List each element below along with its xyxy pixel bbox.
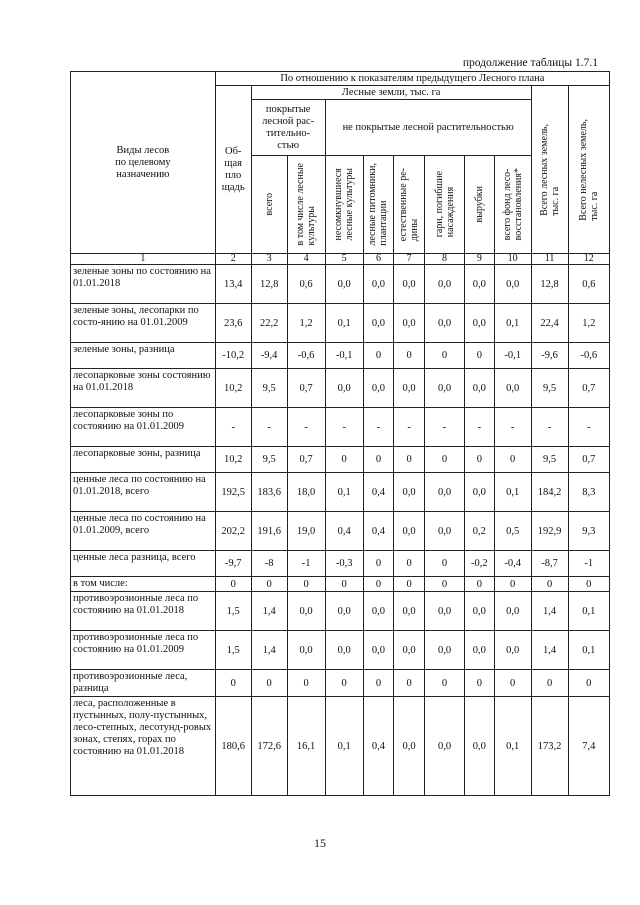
cell-value: - [465, 408, 495, 447]
table-row [71, 512, 610, 551]
cell-value: 9,5 [251, 369, 287, 408]
cell-value: 7,4 [568, 697, 609, 796]
cell-value: 0 [531, 577, 568, 592]
cell-value: 0,0 [394, 265, 425, 304]
cell-value: - [494, 408, 531, 447]
cell-value: 0,0 [287, 631, 325, 670]
cell-value: 0,2 [465, 512, 495, 551]
cell-value: 0,0 [325, 592, 363, 631]
cell-value: 9,3 [568, 512, 609, 551]
column-number: 2 [215, 254, 251, 265]
table-row [71, 592, 610, 631]
cell-value: 13,4 [215, 265, 251, 304]
cell-value: 10,2 [215, 447, 251, 473]
cell-value: -9,4 [251, 343, 287, 369]
cell-value: 22,4 [531, 304, 568, 343]
table-row [71, 577, 610, 592]
cell-value: -8,7 [531, 551, 568, 577]
cell-value: 0,0 [325, 631, 363, 670]
cell-value: 0,4 [363, 473, 394, 512]
header-col-cuttings: вырубки [465, 156, 495, 254]
cell-value: 0,0 [465, 592, 495, 631]
header-col-nurseries: лесные питомники, плантации [363, 156, 394, 254]
cell-value: 0 [494, 447, 531, 473]
header-col-total: всего [251, 156, 287, 254]
header-col-nonclosed: несомкнувшиеся лесные культуры [325, 156, 363, 254]
cell-value: - [424, 408, 464, 447]
cell-value: 9,5 [251, 447, 287, 473]
cell-value: 0,0 [363, 304, 394, 343]
table-row [71, 304, 610, 343]
cell-value: - [568, 408, 609, 447]
table-row [71, 265, 610, 304]
cell-value: 0,0 [424, 304, 464, 343]
column-number: 4 [287, 254, 325, 265]
cell-value: -0,2 [465, 551, 495, 577]
cell-value: 0,6 [287, 265, 325, 304]
row-label: зеленые зоны по состоянию на 01.01.2018 [71, 265, 216, 304]
cell-value: 0,0 [394, 304, 425, 343]
row-label: лесопарковые зоны состоянию на 01.01.2018 [71, 369, 216, 408]
cell-value: 0,0 [394, 473, 425, 512]
cell-value: 8,3 [568, 473, 609, 512]
cell-value: 22,2 [251, 304, 287, 343]
cell-value: 0 [424, 343, 464, 369]
cell-value: 192,9 [531, 512, 568, 551]
cell-value: 180,6 [215, 697, 251, 796]
row-label: в том числе: [71, 577, 216, 592]
cell-value: 0 [325, 577, 363, 592]
table-row [71, 697, 610, 796]
cell-value: 0,0 [394, 369, 425, 408]
cell-value: 0,1 [568, 631, 609, 670]
cell-value: 0,0 [465, 369, 495, 408]
cell-value: 0,0 [424, 265, 464, 304]
cell-value: 0 [363, 577, 394, 592]
cell-value: 1,2 [568, 304, 609, 343]
cell-value: - [325, 408, 363, 447]
cell-value: 0,0 [494, 631, 531, 670]
column-number: 7 [394, 254, 425, 265]
cell-value: 0,0 [494, 265, 531, 304]
cell-value: 0,5 [494, 512, 531, 551]
cell-value: 0,0 [363, 592, 394, 631]
cell-value: -1 [568, 551, 609, 577]
cell-value: 0,0 [424, 512, 464, 551]
cell-value: 0,0 [394, 592, 425, 631]
cell-value: 0 [325, 670, 363, 697]
cell-value: 0,6 [568, 265, 609, 304]
table-row [71, 670, 610, 697]
cell-value: 9,5 [531, 369, 568, 408]
header-total-area: Об- щая пло щадь [215, 86, 251, 254]
cell-value: 0 [251, 577, 287, 592]
cell-value: 0 [465, 577, 495, 592]
column-number: 9 [465, 254, 495, 265]
cell-value: 0 [394, 577, 425, 592]
cell-value: 0,0 [465, 473, 495, 512]
cell-value: 12,8 [251, 265, 287, 304]
row-label: ценные леса по состоянию на 01.01.2009, всего [71, 512, 216, 551]
row-label: ценные леса разница, всего [71, 551, 216, 577]
cell-value: 0 [363, 343, 394, 369]
header-col-glades: естественные ре- дины [394, 156, 425, 254]
cell-value: 0,0 [424, 369, 464, 408]
cell-value: 0 [251, 670, 287, 697]
cell-value: -0,4 [494, 551, 531, 577]
cell-value: 0,0 [394, 697, 425, 796]
row-label: ценные леса по состоянию на 01.01.2018, всего [71, 473, 216, 512]
header-col-reforest: всего фонд лесо- восстановления* [494, 156, 531, 254]
cell-value: 16,1 [287, 697, 325, 796]
cell-value: 0,0 [394, 512, 425, 551]
table-body [71, 265, 610, 796]
column-number: 1 [71, 254, 216, 265]
header-forest-lands: Лесные земли, тыс. га [251, 86, 531, 100]
table-row [71, 631, 610, 670]
column-number: 11 [531, 254, 568, 265]
cell-value: 19,0 [287, 512, 325, 551]
cell-value: 0,1 [325, 473, 363, 512]
cell-value: 0,0 [424, 592, 464, 631]
cell-value: - [287, 408, 325, 447]
cell-value: 0,0 [394, 631, 425, 670]
cell-value: 1,4 [251, 592, 287, 631]
column-number: 8 [424, 254, 464, 265]
cell-value: 0,0 [424, 631, 464, 670]
table-row [71, 343, 610, 369]
column-number: 6 [363, 254, 394, 265]
cell-value: 0 [568, 670, 609, 697]
row-label: противоэрозионные леса, разница [71, 670, 216, 697]
cell-value: -0,6 [287, 343, 325, 369]
cell-value: 0 [325, 447, 363, 473]
cell-value: 1,4 [531, 592, 568, 631]
table-caption: продолжение таблицы 1.7.1 [462, 57, 598, 69]
cell-value: - [251, 408, 287, 447]
row-label: противоэрозионные леса по состоянию на 01.01.2009 [71, 631, 216, 670]
cell-value: 1,4 [251, 631, 287, 670]
column-number: 5 [325, 254, 363, 265]
cell-value: -0,1 [494, 343, 531, 369]
cell-value: 0,0 [465, 265, 495, 304]
cell-value: 0 [424, 670, 464, 697]
cell-value: 0,1 [494, 304, 531, 343]
cell-value: 0 [363, 447, 394, 473]
row-label: зеленые зоны, лесопарки по состо-янию на 01.01.2009 [71, 304, 216, 343]
header-covered: покрытые лесной рас- тительно- стью [251, 100, 325, 156]
row-label: леса, расположенные в пустынных, полу-пустынных, лесо-степных, лесотунд-ровых зонах, степях, горах по состоянию на 01.01.2018 [71, 697, 216, 796]
column-number: 10 [494, 254, 531, 265]
cell-value: 0 [394, 551, 425, 577]
cell-value: 202,2 [215, 512, 251, 551]
cell-value: 0 [394, 447, 425, 473]
forest-table [70, 71, 610, 796]
cell-value: 0,0 [465, 631, 495, 670]
page-number: 15 [314, 836, 326, 850]
cell-value: 0 [215, 577, 251, 592]
cell-value: -0,1 [325, 343, 363, 369]
cell-value: -0,6 [568, 343, 609, 369]
header-not-covered: не покрытые лесной растительностью [325, 100, 531, 156]
row-label: зеленые зоны, разница [71, 343, 216, 369]
cell-value: 0,7 [287, 369, 325, 408]
cell-value: 0,0 [424, 473, 464, 512]
cell-value: 0,4 [363, 512, 394, 551]
header-col-cultures: в том числе лесные культуры [287, 156, 325, 254]
cell-value: 0,7 [568, 447, 609, 473]
table-row [71, 473, 610, 512]
cell-value: 1,4 [531, 631, 568, 670]
cell-value: - [394, 408, 425, 447]
cell-value: -1 [287, 551, 325, 577]
cell-value: -0,3 [325, 551, 363, 577]
cell-value: -9,6 [531, 343, 568, 369]
cell-value: 0,0 [287, 592, 325, 631]
cell-value: 0,1 [325, 304, 363, 343]
cell-value: 0,4 [363, 697, 394, 796]
header-forest-type: Виды лесов по целевому назначению [71, 72, 216, 254]
column-number: 3 [251, 254, 287, 265]
cell-value: 0 [424, 551, 464, 577]
cell-value: 0,0 [363, 631, 394, 670]
cell-value: 0,0 [465, 304, 495, 343]
cell-value: 0,7 [287, 447, 325, 473]
cell-value: 191,6 [251, 512, 287, 551]
cell-value: 0 [424, 577, 464, 592]
cell-value: 0,1 [494, 473, 531, 512]
cell-value: 172,6 [251, 697, 287, 796]
cell-value: 1,5 [215, 631, 251, 670]
column-number: 12 [568, 254, 609, 265]
cell-value: -10,2 [215, 343, 251, 369]
header-forest-total: Всего лесных земель, тыс. га [531, 86, 568, 254]
cell-value: 0 [424, 447, 464, 473]
header-col-burnt: гари, погибшие насаждения [424, 156, 464, 254]
cell-value: 0,7 [568, 369, 609, 408]
row-label: лесопарковые зоны по состоянию на 01.01.2009 [71, 408, 216, 447]
cell-value: 0 [465, 670, 495, 697]
table-row [71, 551, 610, 577]
cell-value: 0 [287, 577, 325, 592]
cell-value: - [363, 408, 394, 447]
cell-value: 0 [394, 343, 425, 369]
cell-value: 0 [531, 670, 568, 697]
cell-value: 0 [394, 670, 425, 697]
cell-value: 0 [494, 670, 531, 697]
table-row [71, 369, 610, 408]
cell-value: 0,0 [494, 369, 531, 408]
header-relation: По отношению к показателям предыдущего Лесного плана [215, 72, 609, 86]
cell-value: 0,1 [325, 697, 363, 796]
header-nonforest-total: Всего нелесных земель, тыс. га [568, 86, 609, 254]
cell-value: 0 [465, 447, 495, 473]
cell-value: 184,2 [531, 473, 568, 512]
cell-value: 9,5 [531, 447, 568, 473]
cell-value: 12,8 [531, 265, 568, 304]
cell-value: 183,6 [251, 473, 287, 512]
cell-value: 0 [215, 670, 251, 697]
cell-value: -9,7 [215, 551, 251, 577]
cell-value: 0,0 [325, 369, 363, 408]
table-row [71, 408, 610, 447]
cell-value: 0,0 [363, 265, 394, 304]
cell-value: 0,4 [325, 512, 363, 551]
cell-value: - [531, 408, 568, 447]
cell-value: -8 [251, 551, 287, 577]
cell-value: 0 [494, 577, 531, 592]
cell-value: 173,2 [531, 697, 568, 796]
cell-value: 0,0 [363, 369, 394, 408]
cell-value: 23,6 [215, 304, 251, 343]
cell-value: 0 [568, 577, 609, 592]
column-numbers-row [71, 254, 610, 265]
cell-value: 0,0 [424, 697, 464, 796]
row-label: противоэрозионные леса по состоянию на 01.01.2018 [71, 592, 216, 631]
cell-value: 0,0 [465, 697, 495, 796]
cell-value: 10,2 [215, 369, 251, 408]
cell-value: 1,2 [287, 304, 325, 343]
cell-value: 0 [363, 551, 394, 577]
cell-value: 192,5 [215, 473, 251, 512]
cell-value: 0 [287, 670, 325, 697]
row-label: лесопарковые зоны, разница [71, 447, 216, 473]
table-row [71, 447, 610, 473]
cell-value: 0,0 [325, 265, 363, 304]
cell-value: 1,5 [215, 592, 251, 631]
cell-value: 0,1 [494, 697, 531, 796]
cell-value: 0 [465, 343, 495, 369]
cell-value: 0 [363, 670, 394, 697]
cell-value: 18,0 [287, 473, 325, 512]
cell-value: 0,1 [568, 592, 609, 631]
cell-value: - [215, 408, 251, 447]
cell-value: 0,0 [494, 592, 531, 631]
